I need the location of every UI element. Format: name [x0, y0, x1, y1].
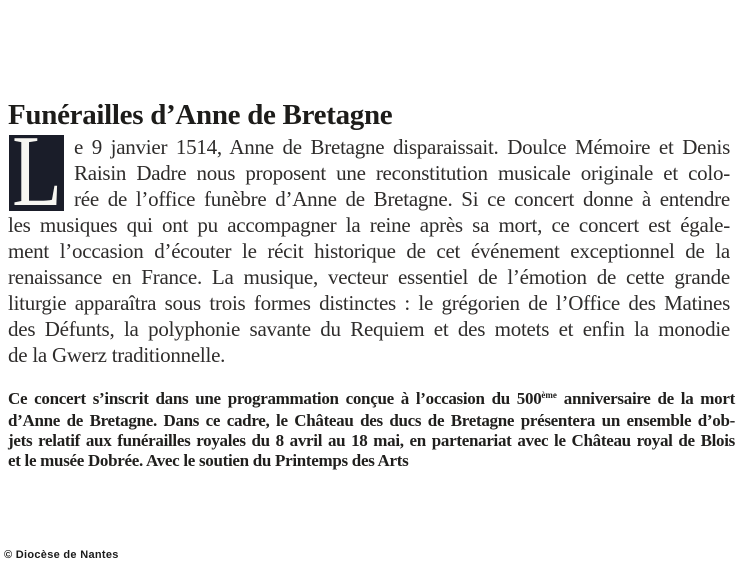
note-line: jets relatif aux funérailles royales du 8 avril au 18 mai, en partenariat avec le Château royal de Blois [8, 431, 735, 450]
body-line: rée de l’office funèbre d’Anne de Bretagne. Si ce concert donne à entendre [74, 187, 730, 211]
note-line: d’Anne de Bretagne. Dans ce cadre, le Château des ducs de Bretagne présentera un ensemble d’ob- [8, 411, 735, 430]
body-line: Raisin Dadre nous proposent une reconstitution musicale originale et colo- [74, 161, 730, 185]
body-line: renaissance en France. La musique, vecteur essentiel de l’émotion de cette grande [8, 265, 730, 289]
page-title: Funérailles d’Anne de Bretagne [8, 99, 393, 132]
body-line: de la Gwerz traditionnelle. [8, 343, 226, 367]
note-line: et le musée Dobrée. Avec le soutien du Printemps des Arts [8, 451, 409, 470]
body-line: liturgie apparaîtra sous trois formes distinctes : le grégorien de l’Office des Matines [8, 291, 730, 315]
dropcap-letter: L [11, 135, 62, 211]
note-line [8, 389, 735, 411]
article-body [8, 134, 730, 368]
credit-line: © Diocèse de Nantes [4, 549, 119, 561]
body-line: e 9 janvier 1514, Anne de Bretagne disparaissait. Doulce Mémoire et Denis [74, 135, 730, 159]
body-line: les musiques qui ont pu accompagner la reine après sa mort, ce concert est égale- [8, 213, 730, 237]
ordinal-superscript: ème [541, 390, 557, 400]
dropcap-block [9, 135, 64, 211]
body-line: ment l’occasion d’écouter le récit historique de cet événement exceptionnel de la [8, 239, 730, 263]
body-line: des Défunts, la polyphonie savante du Requiem et des motets et enfin la monodie [8, 317, 730, 341]
note-line1-text: Ce concert s’inscrit dans une programmation conçue à l’occasion du 500 [8, 389, 542, 408]
note-line1-tail: anniversaire de la mort [556, 389, 735, 408]
note-paragraph [8, 389, 735, 471]
